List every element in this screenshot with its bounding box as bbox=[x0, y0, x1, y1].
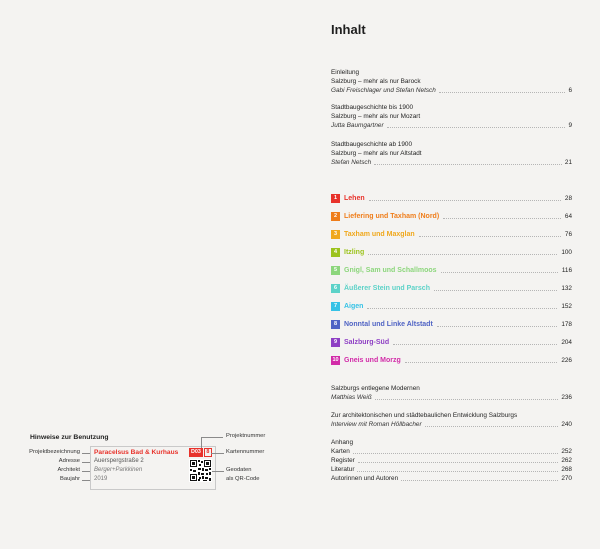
appendix-item-page: 252 bbox=[561, 448, 572, 455]
card-year: 2019 bbox=[94, 476, 108, 482]
leader-dots bbox=[401, 480, 558, 481]
leader-dots bbox=[358, 462, 559, 463]
guide-title: Hinweise zur Benutzung bbox=[30, 434, 109, 441]
district-item-9[interactable] bbox=[331, 333, 572, 351]
intro-3-author: Stefan Netsch bbox=[331, 159, 372, 166]
appendix-item-label: Autorinnen und Autoren bbox=[331, 475, 399, 482]
outro-1-title: Salzburgs entlegene Modernen bbox=[331, 385, 420, 392]
page-title: Inhalt bbox=[331, 22, 366, 37]
intro-1-line-2: Salzburg – mehr als nur Barock bbox=[331, 78, 421, 85]
district-page: 132 bbox=[561, 284, 572, 292]
district-page: 76 bbox=[564, 230, 572, 238]
district-list bbox=[331, 189, 572, 369]
appendix-item[interactable] bbox=[331, 474, 572, 483]
appendix-title: Anhang bbox=[331, 439, 354, 446]
label-project-name: Projektbezeichnung bbox=[29, 449, 80, 455]
district-page: 204 bbox=[561, 338, 572, 346]
leader-line bbox=[201, 437, 202, 448]
district-page: 152 bbox=[561, 302, 572, 310]
leader-dots bbox=[387, 127, 566, 128]
district-item-6[interactable] bbox=[331, 279, 572, 297]
district-number-badge: 3 bbox=[331, 230, 340, 239]
appendix-item-label: Literatur bbox=[331, 466, 355, 473]
intro-1-author: Gabi Freischlager und Stefan Netsch bbox=[331, 87, 436, 94]
card-address: Auerspergstraße 2 bbox=[94, 458, 144, 464]
district-item-5[interactable] bbox=[331, 261, 572, 279]
district-name: Itzling bbox=[344, 248, 365, 256]
leader-line bbox=[211, 453, 224, 454]
label-geodata: Geodaten bbox=[226, 467, 252, 473]
outro-block-1[interactable] bbox=[331, 384, 572, 402]
intro-block-3[interactable] bbox=[331, 140, 572, 167]
district-number-badge: 8 bbox=[331, 320, 340, 329]
district-number-badge: 7 bbox=[331, 302, 340, 311]
district-page: 226 bbox=[561, 356, 572, 364]
district-name: Äußerer Stein und Parsch bbox=[344, 284, 430, 292]
leader-dots bbox=[419, 236, 561, 237]
district-page: 64 bbox=[564, 212, 572, 220]
district-item-7[interactable] bbox=[331, 297, 572, 315]
district-page: 116 bbox=[561, 266, 572, 274]
leader-line bbox=[201, 437, 223, 438]
qr-code-icon bbox=[189, 459, 212, 482]
district-name: Salzburg-Süd bbox=[344, 338, 390, 346]
district-number-badge: 9 bbox=[331, 338, 340, 347]
district-name: Gnigl, Sam und Schallmoos bbox=[344, 266, 437, 274]
leader-dots bbox=[443, 218, 561, 219]
leader-dots bbox=[367, 308, 557, 309]
project-number-badge: D03 bbox=[191, 449, 201, 455]
outro-2-title: Zur architektonischen und städtebaulichen Entwicklung Salzburgs bbox=[331, 412, 518, 419]
district-item-4[interactable] bbox=[331, 243, 572, 261]
card-architect: Berger+Parkkinen bbox=[94, 467, 143, 473]
appendix-item-page: 270 bbox=[561, 475, 572, 482]
leader-dots bbox=[368, 254, 557, 255]
leader-dots bbox=[357, 471, 558, 472]
leader-dots bbox=[369, 200, 561, 201]
intro-3-line-2: Salzburg – mehr als nur Altstadt bbox=[331, 150, 422, 157]
intro-2-line-1: Stadtbaugeschichte bis 1900 bbox=[331, 104, 414, 111]
card-number-badges bbox=[189, 448, 212, 457]
district-name: Taxham und Maxglan bbox=[344, 230, 415, 238]
outro-block-2[interactable] bbox=[331, 411, 572, 429]
district-page: 100 bbox=[561, 248, 572, 256]
intro-1-page: 6 bbox=[568, 87, 572, 94]
outro-1-page: 236 bbox=[561, 394, 572, 401]
leader-dots bbox=[353, 453, 558, 454]
district-item-1[interactable] bbox=[331, 189, 572, 207]
district-number-badge: 10 bbox=[332, 357, 339, 363]
appendix-item[interactable] bbox=[331, 456, 572, 465]
district-name: Gneis und Morzg bbox=[344, 356, 401, 364]
outro-2-page: 240 bbox=[561, 421, 572, 428]
district-name: Liefering und Taxham (Nord) bbox=[344, 212, 440, 220]
intro-block-2[interactable] bbox=[331, 103, 572, 130]
appendix-item-label: Register bbox=[331, 457, 355, 464]
map-number-badge: 8 bbox=[204, 448, 212, 457]
leader-dots bbox=[437, 326, 558, 327]
intro-3-page: 21 bbox=[564, 159, 572, 166]
label-map-number: Kartennummer bbox=[226, 449, 265, 455]
leader-dots bbox=[439, 92, 566, 93]
district-item-10[interactable] bbox=[331, 351, 572, 369]
intro-2-line-2: Salzburg – mehr als nur Mozart bbox=[331, 113, 421, 120]
appendix-item[interactable] bbox=[331, 447, 572, 456]
leader-dots bbox=[374, 164, 562, 165]
leader-dots bbox=[405, 362, 558, 363]
outro-1-author: Matthias Weiß bbox=[331, 394, 372, 401]
district-name: Aigen bbox=[344, 302, 364, 310]
label-qr-code: als QR-Code bbox=[226, 476, 260, 482]
leader-dots bbox=[434, 290, 557, 291]
district-number-badge: 6 bbox=[331, 284, 340, 293]
district-page: 28 bbox=[564, 194, 572, 202]
leader-dots bbox=[425, 426, 559, 427]
district-number-badge: 2 bbox=[331, 212, 340, 221]
leader-dots bbox=[441, 272, 558, 273]
leader-dots bbox=[375, 399, 559, 400]
district-page: 178 bbox=[561, 320, 572, 328]
label-year: Baujahr bbox=[60, 476, 80, 482]
district-number-badge: 4 bbox=[331, 248, 340, 257]
appendix-item-page: 268 bbox=[561, 466, 572, 473]
intro-2-author: Jutta Baumgartner bbox=[331, 122, 384, 129]
district-item-8[interactable] bbox=[331, 315, 572, 333]
intro-2-page: 9 bbox=[568, 122, 572, 129]
label-architect: Architekt bbox=[57, 467, 80, 473]
intro-3-line-1: Stadtbaugeschichte ab 1900 bbox=[331, 141, 413, 148]
intro-1-line-1: Einleitung bbox=[331, 69, 360, 76]
district-item-3[interactable] bbox=[331, 225, 572, 243]
district-number-badge: 5 bbox=[331, 266, 340, 275]
appendix-item-page: 262 bbox=[561, 457, 572, 464]
district-item-2[interactable] bbox=[331, 207, 572, 225]
appendix-block bbox=[331, 438, 572, 483]
appendix-item[interactable] bbox=[331, 465, 572, 474]
appendix-item-label: Karten bbox=[331, 448, 350, 455]
label-project-number: Projektnummer bbox=[226, 433, 266, 439]
label-address: Adresse bbox=[58, 458, 80, 464]
intro-block-1[interactable] bbox=[331, 68, 572, 95]
leader-dots bbox=[393, 344, 557, 345]
card-project-name: Paracelsus Bad & Kurhaus bbox=[94, 449, 179, 456]
district-number-badge: 1 bbox=[331, 194, 340, 203]
outro-2-author: Interview mit Roman Höllbacher bbox=[331, 421, 422, 428]
district-name: Lehen bbox=[344, 194, 365, 202]
district-name: Nonntal und Linke Altstadt bbox=[344, 320, 433, 328]
leader-line bbox=[212, 471, 224, 472]
